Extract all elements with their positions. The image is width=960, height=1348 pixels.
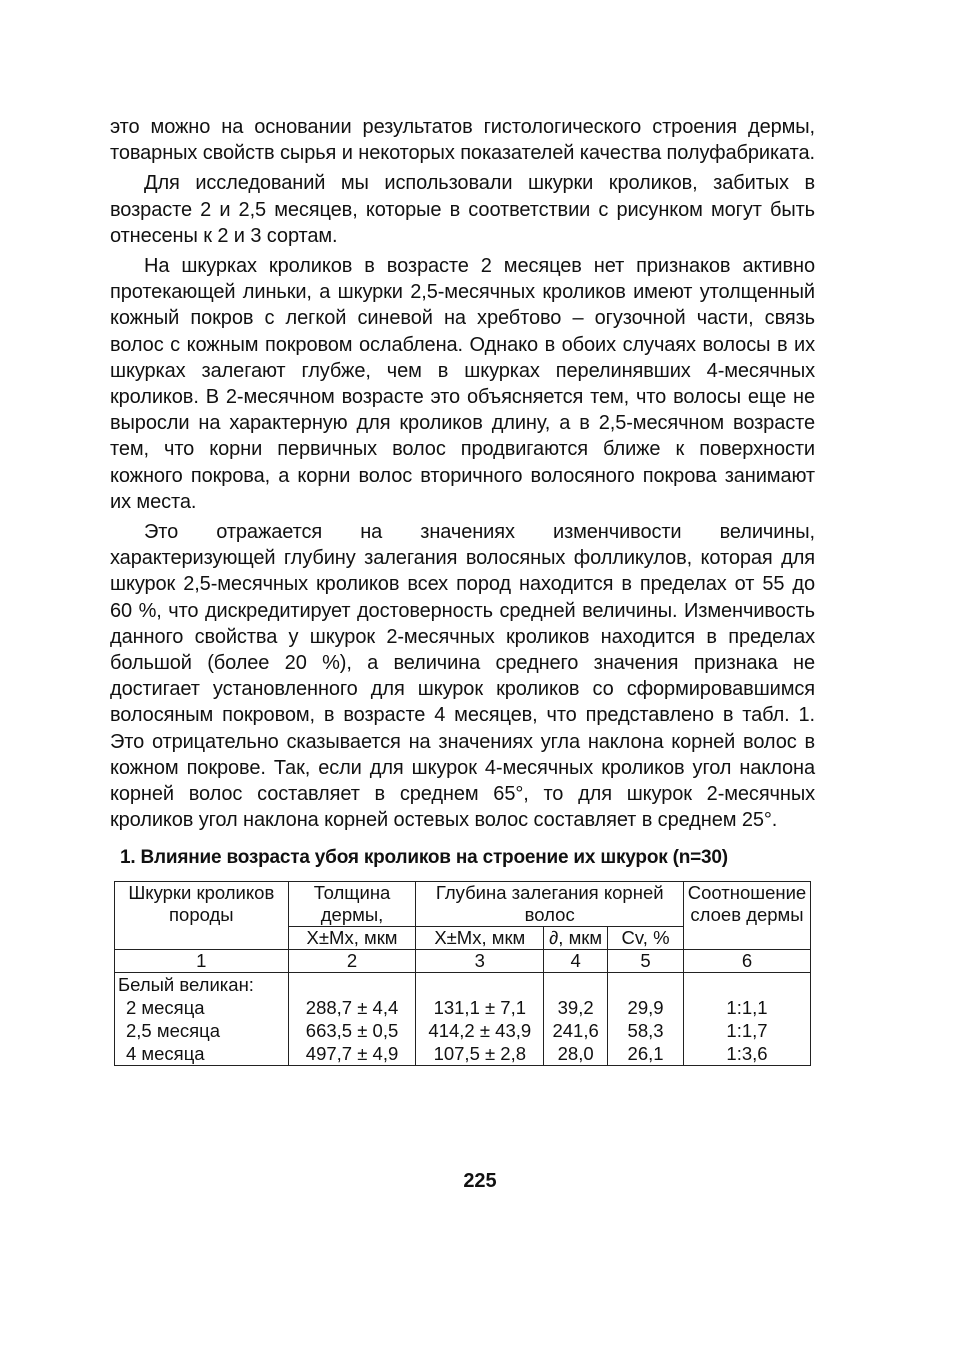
page-number: 225 (463, 1170, 497, 1192)
header-depth-sigma: ∂, мкм (544, 927, 608, 950)
ratio-value: 1:1,7 (726, 1020, 768, 1042)
header-thickness: Толщина дермы, (288, 882, 416, 927)
column-number: 5 (608, 950, 684, 973)
age-cell (115, 973, 289, 1066)
cv-cell (608, 973, 684, 1066)
sigma-value: 28,0 (557, 1043, 594, 1065)
header-thickness-unit: X±Mx, мкм (288, 927, 416, 950)
thickness-cell (288, 973, 416, 1066)
column-number-row (115, 950, 811, 973)
cv-value: 58,3 (627, 1020, 664, 1042)
column-number: 1 (115, 950, 289, 973)
column-number: 2 (288, 950, 416, 973)
data-table (114, 881, 811, 1066)
depth-value: 414,2 ± 43,9 (428, 1020, 532, 1042)
column-number: 6 (683, 950, 810, 973)
paragraph-3: На шкурках кроликов в возрасте 2 месяцев нет признаков активно протекающей линьки, а шкурки 2,5-месячных кроликов имеют утолщенный кожный покров с легкой синевой на хребтово – огузочной части, связь волос с кожным покровом ослаблена. Однако в обоих случаях волосы в их шкурках залегают глубже, чем в шкурках перелинявших 4-месячных кроликов. В 2-месячном возрасте это объясняется тем, что волосы еще не выросли на характерную для кроликов длину, а в 2,5-месячном возрасте тем, что корни первичных волос продвигаются ближе к поверхности кожного покрова, а корни волос вторичного волосяного покрова занимают их места. (110, 255, 815, 513)
thickness-value: 288,7 ± 4,4 (305, 997, 399, 1019)
age-label: 2 месяца (126, 997, 205, 1019)
breed-label: Белый великан: (118, 974, 254, 996)
header-depth-group: Глубина залегания корней волос (416, 882, 684, 927)
cv-value: 29,9 (627, 997, 664, 1019)
sigma-cell (544, 973, 608, 1066)
sigma-value: 39,2 (557, 997, 594, 1019)
depth-cell (416, 973, 544, 1066)
paragraph-4: Это отражается на значениях изменчивости величины, характеризующей глубину залегания волосяных фолликулов, которая для шкурок 2,5-месячных кроликов всех пород находится в пределах от 55 до 60 %, что дискредитирует достоверность средней величины. Изменчивость данного свойства у шкурок 2-месячных кроликов находится в пределах большой (более 20 %), а величина среднего значения признака не достигает установленного для шкурок кроликов со сформировавшимся волосяным покровом, в возрасте 4 месяцев, что представлено в табл. 1. Это отрицательно сказывается на значениях угла наклона корней волос в кожном покрове. Так, если для шкурок 4-месячных кроликов угол наклона корней волос составляет в среднем 65°, то для шкурок 2-месячных кроликов угол наклона корней остевых волос составляет в среднем 25°. (110, 521, 815, 832)
sigma-value: 241,6 (552, 1020, 599, 1042)
age-label: 4 месяца (126, 1043, 205, 1065)
table-header-row (115, 882, 811, 927)
depth-value: 131,1 ± 7,1 (433, 997, 527, 1019)
paragraph-1: это можно на основании результатов гистологического строения дермы, товарных свойств сырья и некоторых показателей качества полуфабриката. (110, 116, 815, 165)
header-breed: Шкурки кроликов породы (115, 882, 289, 950)
paragraph-2: Для исследований мы использовали шкурки кроликов, забитых в возрасте 2 и 2,5 месяцев, которые в соответствии с рисунком могут быть отнесены к 2 и 3 сортам. (110, 172, 815, 247)
ratio-value: 1:1,1 (726, 997, 768, 1019)
thickness-value: 497,7 ± 4,9 (305, 1043, 399, 1065)
page-body (110, 114, 815, 1066)
header-depth-mean: X±Mx, мкм (416, 927, 544, 950)
thickness-value: 663,5 ± 0,5 (305, 1020, 399, 1042)
column-number: 3 (416, 950, 544, 973)
cv-value: 26,1 (627, 1043, 664, 1065)
depth-value: 107,5 ± 2,8 (433, 1043, 527, 1065)
age-label: 2,5 месяца (126, 1020, 221, 1042)
ratio-value: 1:3,6 (726, 1043, 768, 1065)
table-body-row (115, 973, 811, 1066)
column-number: 4 (544, 950, 608, 973)
table-caption: 1. Влияние возраста убоя кроликов на строение их шкурок (n=30) (120, 847, 728, 869)
header-depth-cv: Cv, % (608, 927, 684, 950)
header-ratio: Соотношение слоев дермы (683, 882, 810, 950)
ratio-cell (683, 973, 810, 1066)
